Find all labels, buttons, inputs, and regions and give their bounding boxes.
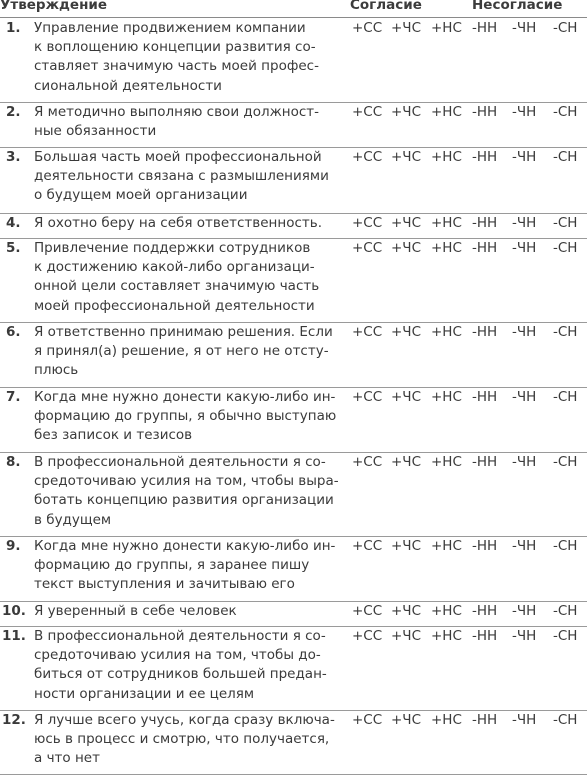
answer-option[interactable]: -НН	[472, 20, 498, 36]
answer-option[interactable]: +НС	[431, 603, 462, 619]
statement-text	[34, 239, 342, 316]
statement-number: 3.	[6, 149, 21, 165]
statement-text-line: моей профессиональной деятельности	[34, 297, 315, 314]
statement-text-line: онной цели составляет значимую часть	[34, 278, 320, 295]
statement-text-line: юсь в процесс и смотрю, что получается,	[34, 731, 330, 748]
answer-option[interactable]: +ЧС	[391, 240, 421, 256]
answer-option[interactable]: -ЧН	[512, 240, 537, 256]
answer-option[interactable]: -НН	[472, 538, 498, 554]
answer-option[interactable]: -ЧН	[512, 538, 537, 554]
answer-option[interactable]: -ЧН	[512, 104, 537, 120]
answer-option[interactable]: +НС	[431, 104, 462, 120]
answer-option[interactable]: +ЧС	[391, 538, 421, 554]
statement-number: 5.	[6, 240, 21, 256]
statement-number: 2.	[6, 104, 21, 120]
answer-option[interactable]: -НН	[472, 389, 498, 405]
answer-option[interactable]: -СН	[553, 454, 578, 470]
answer-option[interactable]: -НН	[472, 149, 498, 165]
header-agree: Согласие	[350, 0, 422, 13]
answer-option[interactable]: +СС	[352, 628, 383, 644]
answer-option[interactable]: -НН	[472, 240, 498, 256]
statement-text	[34, 711, 342, 769]
statement-text-line: ставляет значимую часть моей профес-	[34, 58, 319, 75]
answer-option[interactable]: +НС	[431, 240, 462, 256]
statement-text-line: Я охотно беру на себя ответственность.	[34, 215, 323, 231]
answer-option[interactable]: -ЧН	[512, 324, 537, 340]
answer-option[interactable]: +ЧС	[391, 712, 421, 728]
answer-option[interactable]: -НН	[472, 324, 498, 340]
statement-text-line: к достижению какой-либо организаци-	[34, 259, 315, 276]
statement-text-line: а что нет	[34, 750, 100, 767]
answer-option[interactable]: -НН	[472, 215, 498, 231]
answer-option[interactable]: +СС	[352, 712, 383, 728]
answer-option[interactable]: -СН	[553, 538, 578, 554]
answer-option[interactable]: +СС	[352, 104, 383, 120]
statement-row	[0, 627, 587, 711]
statement-row	[0, 711, 587, 775]
answer-option[interactable]: -НН	[472, 712, 498, 728]
statement-row	[0, 148, 587, 214]
answer-option[interactable]: +ЧС	[391, 324, 421, 340]
answer-option[interactable]: +НС	[431, 538, 462, 554]
statement-text-line: Я ответственно принимаю решения. Если	[34, 324, 333, 340]
answer-option[interactable]: +ЧС	[391, 628, 421, 644]
statement-row	[0, 239, 587, 323]
table-header	[0, 0, 587, 17]
statement-text-line: формацию до группы, я обычно выступаю	[34, 408, 337, 425]
statement-text-line: текст выступления и зачитываю его	[34, 576, 295, 593]
statement-text-line: Я уверенный в себе человек	[34, 603, 237, 619]
statement-text	[34, 323, 342, 381]
statement-number: 12.	[2, 712, 26, 728]
statement-text-line: средоточиваю усилия на том, чтобы выра-	[34, 473, 339, 490]
answer-option[interactable]: +ЧС	[391, 454, 421, 470]
statement-row	[0, 103, 587, 148]
answer-option[interactable]: +НС	[431, 324, 462, 340]
answer-option[interactable]: +ЧС	[391, 603, 421, 619]
statement-text-line: биться от сотрудников большей предан-	[34, 666, 327, 683]
answer-option[interactable]: +НС	[431, 149, 462, 165]
answer-option[interactable]: +СС	[352, 149, 383, 165]
answer-option[interactable]: -ЧН	[512, 454, 537, 470]
statement-row	[0, 453, 587, 537]
answer-option[interactable]: +СС	[352, 603, 383, 619]
answer-option[interactable]: -СН	[553, 240, 578, 256]
answer-option[interactable]: -СН	[553, 149, 578, 165]
answer-option[interactable]: +СС	[352, 215, 383, 231]
answer-option[interactable]: -СН	[553, 324, 578, 340]
answer-option[interactable]: +СС	[352, 240, 383, 256]
answer-option[interactable]: +ЧС	[391, 149, 421, 165]
statement-text-line: формацию до группы, я заранее пишу	[34, 557, 310, 574]
statement-text-line: В профессиональной деятельности я со-	[34, 454, 326, 470]
answer-option[interactable]: -СН	[553, 628, 578, 644]
statement-row	[0, 388, 587, 453]
statement-text-line: ности организации и ее целям	[34, 685, 255, 702]
statement-text-line: В профессиональной деятельности я со-	[34, 628, 326, 644]
answer-option[interactable]: -ЧН	[512, 628, 537, 644]
statement-number: 4.	[6, 215, 21, 231]
statement-text	[34, 19, 342, 96]
answer-option[interactable]: +ЧС	[391, 104, 421, 120]
statement-text-line: сиональной деятельности	[34, 77, 222, 94]
statement-list	[0, 19, 587, 775]
answer-option[interactable]: -ЧН	[512, 603, 537, 619]
statement-number: 9.	[6, 538, 21, 554]
statement-row	[0, 323, 587, 388]
statement-text	[34, 148, 342, 206]
statement-text	[34, 453, 342, 530]
statement-text-line: Управление продвижением компании	[34, 20, 306, 36]
answer-option[interactable]: -СН	[553, 215, 578, 231]
answer-option[interactable]: +СС	[352, 20, 383, 36]
answer-option[interactable]: +ЧС	[391, 215, 421, 231]
answer-option[interactable]: +СС	[352, 324, 383, 340]
statement-text-line: Привлечение поддержки сотрудников	[34, 240, 311, 256]
answer-option[interactable]: -НН	[472, 603, 498, 619]
answer-option[interactable]: +НС	[431, 20, 462, 36]
statement-text	[34, 388, 342, 446]
statement-text-line: плюсь	[34, 362, 79, 379]
header-statement: Утверждение	[0, 0, 108, 13]
answer-option[interactable]: +НС	[431, 215, 462, 231]
answer-option[interactable]: -СН	[553, 712, 578, 728]
answer-option[interactable]: -НН	[472, 104, 498, 120]
answer-option[interactable]: +СС	[352, 454, 383, 470]
answer-option[interactable]: +НС	[431, 454, 462, 470]
answer-option[interactable]: -НН	[472, 628, 498, 644]
answer-option[interactable]: +ЧС	[391, 389, 421, 405]
statement-row	[0, 537, 587, 602]
answer-option[interactable]: +НС	[431, 712, 462, 728]
statement-text-line: деятельности связана с размышлениями	[34, 168, 329, 185]
statement-text-line: о будущем моей организации	[34, 187, 248, 204]
answer-option[interactable]: +ЧС	[391, 20, 421, 36]
statement-text	[34, 537, 342, 595]
answer-option[interactable]: -СН	[553, 603, 578, 619]
statement-text	[34, 627, 342, 704]
statement-text	[34, 602, 342, 621]
statement-row	[0, 602, 587, 627]
header-divider	[0, 17, 587, 18]
answer-option[interactable]: +СС	[352, 389, 383, 405]
header-disagree: Несогласие	[472, 0, 563, 13]
statement-text-line: Когда мне нужно донести какую-либо ин-	[34, 538, 336, 554]
answer-option[interactable]: -СН	[553, 104, 578, 120]
answer-option[interactable]: +НС	[431, 628, 462, 644]
answer-option[interactable]: -НН	[472, 454, 498, 470]
statement-number: 6.	[6, 324, 21, 340]
answer-option[interactable]: -СН	[553, 20, 578, 36]
statement-text-line: Я методично выполняю свои должност-	[34, 104, 320, 120]
answer-option[interactable]: -ЧН	[512, 712, 537, 728]
statement-text-line: ные обязанности	[34, 123, 157, 140]
answer-option[interactable]: -ЧН	[512, 389, 537, 405]
answer-option[interactable]: -ЧН	[512, 215, 537, 231]
statement-text-line: к воплощению концепции развития со-	[34, 39, 316, 56]
statement-row	[0, 214, 587, 239]
answer-option[interactable]: +СС	[352, 538, 383, 554]
statement-row	[0, 19, 587, 103]
answer-option[interactable]: -СН	[553, 389, 578, 405]
answer-option[interactable]: -ЧН	[512, 149, 537, 165]
statement-text-line: ботать концепцию развития организации	[34, 492, 334, 509]
statement-text	[34, 103, 342, 141]
statement-text	[34, 214, 342, 233]
statement-text-line: средоточиваю усилия на том, чтобы до-	[34, 647, 321, 664]
statement-number: 10.	[2, 603, 26, 619]
statement-text-line: без записок и тезисов	[34, 427, 193, 444]
statement-text-line: Когда мне нужно донести какую-либо ин-	[34, 389, 336, 405]
statement-text-line: в будущем	[34, 511, 112, 528]
statement-number: 8.	[6, 454, 21, 470]
statement-number: 1.	[6, 20, 21, 36]
statement-text-line: Большая часть моей профессиональной	[34, 149, 322, 165]
statement-number: 7.	[6, 389, 21, 405]
answer-option[interactable]: -ЧН	[512, 20, 537, 36]
answer-option[interactable]: +НС	[431, 389, 462, 405]
statement-text-line: я принял(а) решение, я от него не отсту-	[34, 343, 329, 360]
statement-number: 11.	[2, 628, 26, 644]
statement-text-line: Я лучше всего учусь, когда сразу включа-	[34, 712, 335, 728]
